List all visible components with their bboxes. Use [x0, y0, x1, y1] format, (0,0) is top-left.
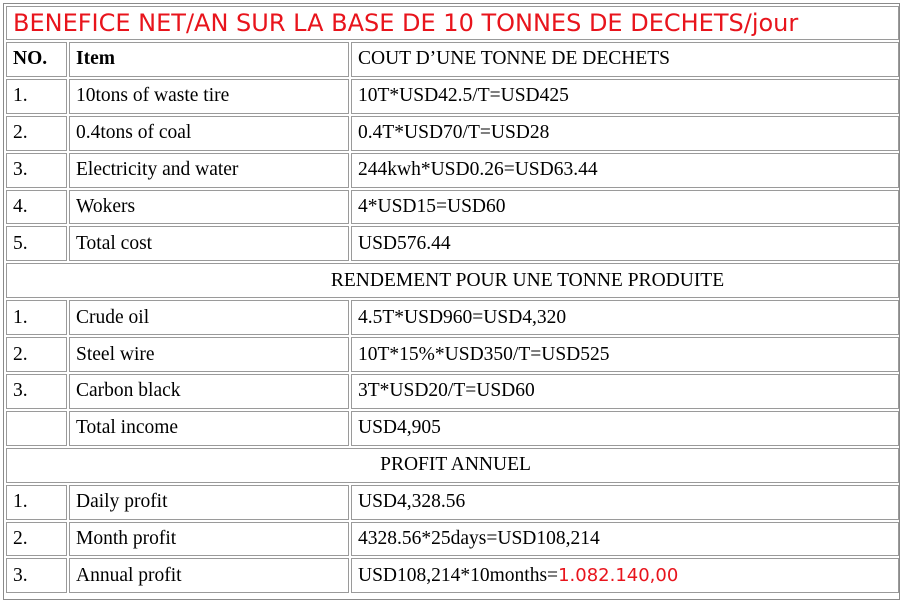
row-value: 10T*USD42.5/T=USD425	[351, 79, 899, 114]
row-no: 3.	[6, 153, 67, 188]
row-item: Carbon black	[69, 374, 349, 409]
row-item: Steel wire	[69, 337, 349, 372]
row-value: USD4,905	[351, 411, 899, 446]
row-item: Crude oil	[69, 300, 349, 335]
row-no: 3.	[6, 558, 67, 593]
row-no: 4.	[6, 190, 67, 225]
profit-table	[4, 4, 901, 595]
row-no: 2.	[6, 116, 67, 151]
row-value: 4.5T*USD960=USD4,320	[351, 300, 899, 335]
table-row	[6, 411, 899, 446]
row-item: Daily profit	[69, 485, 349, 520]
row-no: 1.	[6, 300, 67, 335]
header-item: Item	[69, 42, 349, 77]
table-row	[6, 485, 899, 520]
row-item: Annual profit	[69, 558, 349, 593]
row-value: 4328.56*25days=USD108,214	[351, 522, 899, 557]
row-no: 1.	[6, 79, 67, 114]
row-no: 3.	[6, 374, 67, 409]
header-cost-title: COUT D’UNE TONNE DE DECHETS	[351, 42, 899, 77]
table-row	[6, 558, 899, 593]
section-row	[6, 448, 899, 483]
row-value: USD576.44	[351, 226, 899, 261]
annual-profit-total: 1.082.140,00	[558, 564, 679, 586]
row-value: USD4,328.56	[351, 485, 899, 520]
row-no	[6, 411, 67, 446]
row-item: Total income	[69, 411, 349, 446]
row-item: Electricity and water	[69, 153, 349, 188]
row-value: 244kwh*USD0.26=USD63.44	[351, 153, 899, 188]
row-value	[351, 558, 899, 593]
table-row	[6, 300, 899, 335]
table-row	[6, 337, 899, 372]
row-no: 2.	[6, 522, 67, 557]
row-item: Month profit	[69, 522, 349, 557]
row-no: 1.	[6, 485, 67, 520]
row-value: 4*USD15=USD60	[351, 190, 899, 225]
table-row	[6, 153, 899, 188]
table-row	[6, 374, 899, 409]
table-row	[6, 522, 899, 557]
title-row	[6, 6, 899, 40]
table-row	[6, 190, 899, 225]
row-value: 10T*15%*USD350/T=USD525	[351, 337, 899, 372]
row-value: 3T*USD20/T=USD60	[351, 374, 899, 409]
yield-section-title: RENDEMENT POUR UNE TONNE PRODUITE	[6, 263, 899, 298]
table-row	[6, 116, 899, 151]
row-item: 0.4tons of coal	[69, 116, 349, 151]
section-row	[6, 263, 899, 298]
table-row	[6, 79, 899, 114]
profit-section-title: PROFIT ANNUEL	[6, 448, 899, 483]
row-value: 0.4T*USD70/T=USD28	[351, 116, 899, 151]
annual-profit-formula: USD108,214*10months=	[358, 564, 559, 586]
header-row	[6, 42, 899, 77]
row-item: 10tons of waste tire	[69, 79, 349, 114]
header-no: NO.	[6, 42, 67, 77]
table-row	[6, 226, 899, 261]
row-no: 2.	[6, 337, 67, 372]
page-title: BENEFICE NET/AN SUR LA BASE DE 10 TONNES DE DECHETS/jour	[6, 6, 899, 40]
row-item: Total cost	[69, 226, 349, 261]
row-no: 5.	[6, 226, 67, 261]
row-item: Wokers	[69, 190, 349, 225]
